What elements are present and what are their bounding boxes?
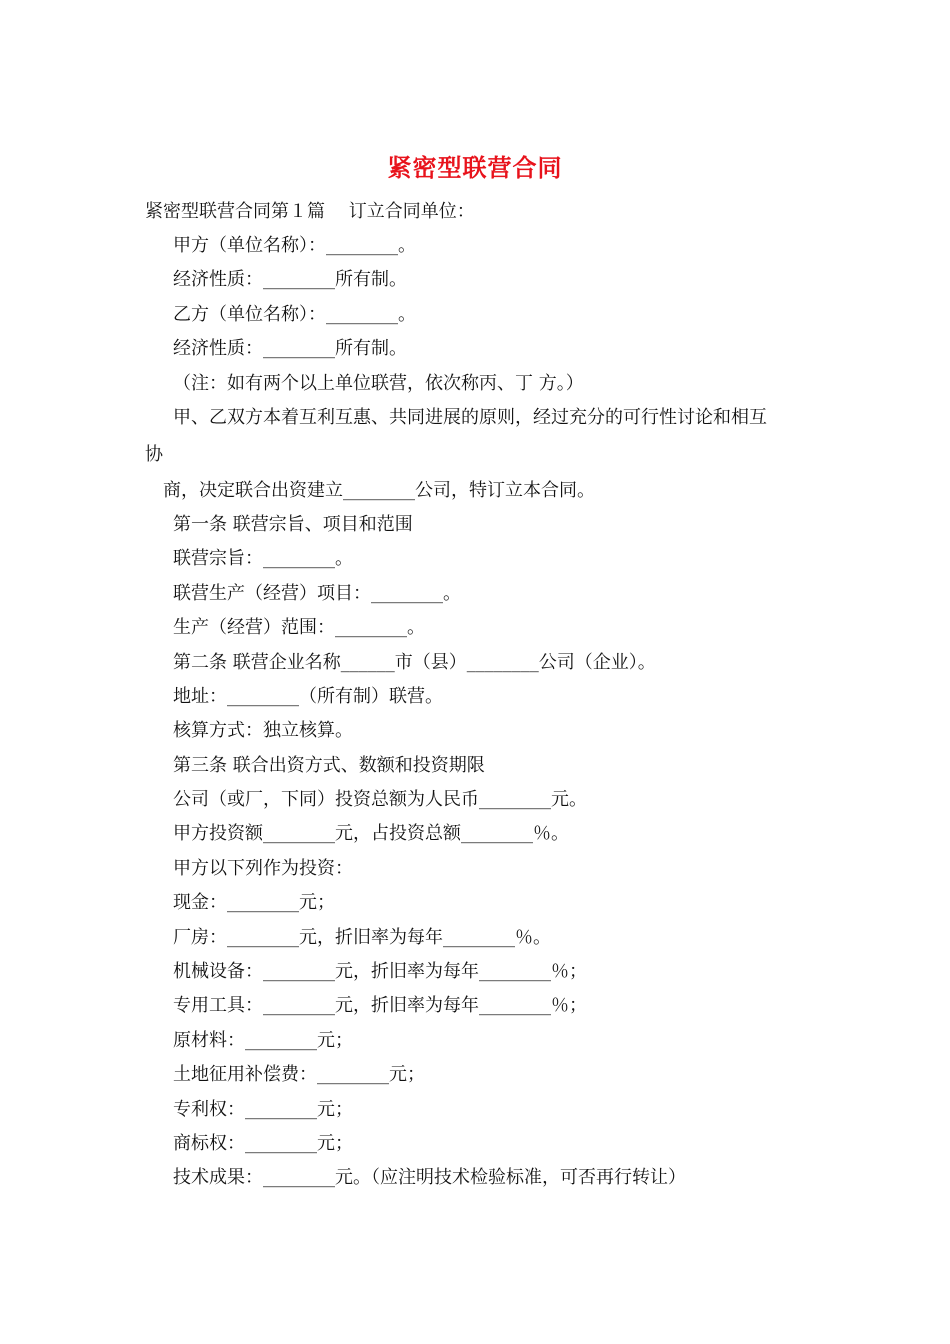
purpose-line: 联营宗旨：________。 bbox=[173, 548, 353, 569]
scope-line: 生产（经营）范围：________。 bbox=[173, 617, 425, 638]
patent-line: 专利权：________元； bbox=[173, 1099, 353, 1120]
article-3-heading: 第三条 联合出资方式、数额和投资期限 bbox=[173, 755, 485, 776]
party-b-nature-line: 经济性质：________所有制。 bbox=[173, 338, 407, 359]
trademark-line: 商标权：________元； bbox=[173, 1133, 353, 1154]
project-line: 联营生产（经营）项目：________。 bbox=[173, 583, 461, 604]
note-line: （注：如有两个以上单位联营，依次称丙、丁 方。） bbox=[173, 373, 584, 394]
cash-line: 现金：________元； bbox=[173, 892, 335, 913]
plant-line: 厂房：________元，折旧率为每年________％。 bbox=[173, 927, 551, 948]
intro-line: 紧密型联营合同第１篇 订立合同单位： bbox=[145, 201, 475, 222]
party-b-name-line: 乙方（单位名称）：________。 bbox=[173, 304, 416, 325]
investment-items-heading: 甲方以下列作为投资： bbox=[173, 858, 353, 879]
decision-line: 商，决定联合出资建立________公司，特订立本合同。 bbox=[163, 480, 595, 501]
total-investment-line: 公司（或厂，下同）投资总额为人民币________元。 bbox=[173, 789, 587, 810]
machinery-line: 机械设备：________元，折旧率为每年________％； bbox=[173, 961, 587, 982]
principle-line: 甲、乙双方本着互利互惠、共同进展的原则，经过充分的可行性讨论和相互 bbox=[173, 407, 767, 428]
document-title: 紧密型联营合同 bbox=[387, 153, 563, 182]
party-a-nature-line: 经济性质：________所有制。 bbox=[173, 269, 407, 290]
tools-line: 专用工具：________元，折旧率为每年________％； bbox=[173, 995, 587, 1016]
principle-line-wrap: 协 bbox=[145, 444, 163, 465]
accounting-line: 核算方式：独立核算。 bbox=[173, 720, 353, 741]
article-1-heading: 第一条 联营宗旨、项目和范围 bbox=[173, 514, 413, 535]
party-a-investment-line: 甲方投资额________元，占投资总额________％。 bbox=[173, 823, 569, 844]
land-compensation-line: 土地征用补偿费：________元； bbox=[173, 1064, 425, 1085]
raw-materials-line: 原材料：________元； bbox=[173, 1030, 353, 1051]
party-a-name-line: 甲方（单位名称）：________。 bbox=[173, 235, 416, 256]
article-2-heading: 第二条 联营企业名称______市（县）________公司（企业）。 bbox=[173, 652, 656, 673]
address-line: 地址：________（所有制）联营。 bbox=[173, 686, 443, 707]
technology-line: 技术成果：________元。（应注明技术检验标准，可否再行转让） bbox=[173, 1167, 686, 1188]
